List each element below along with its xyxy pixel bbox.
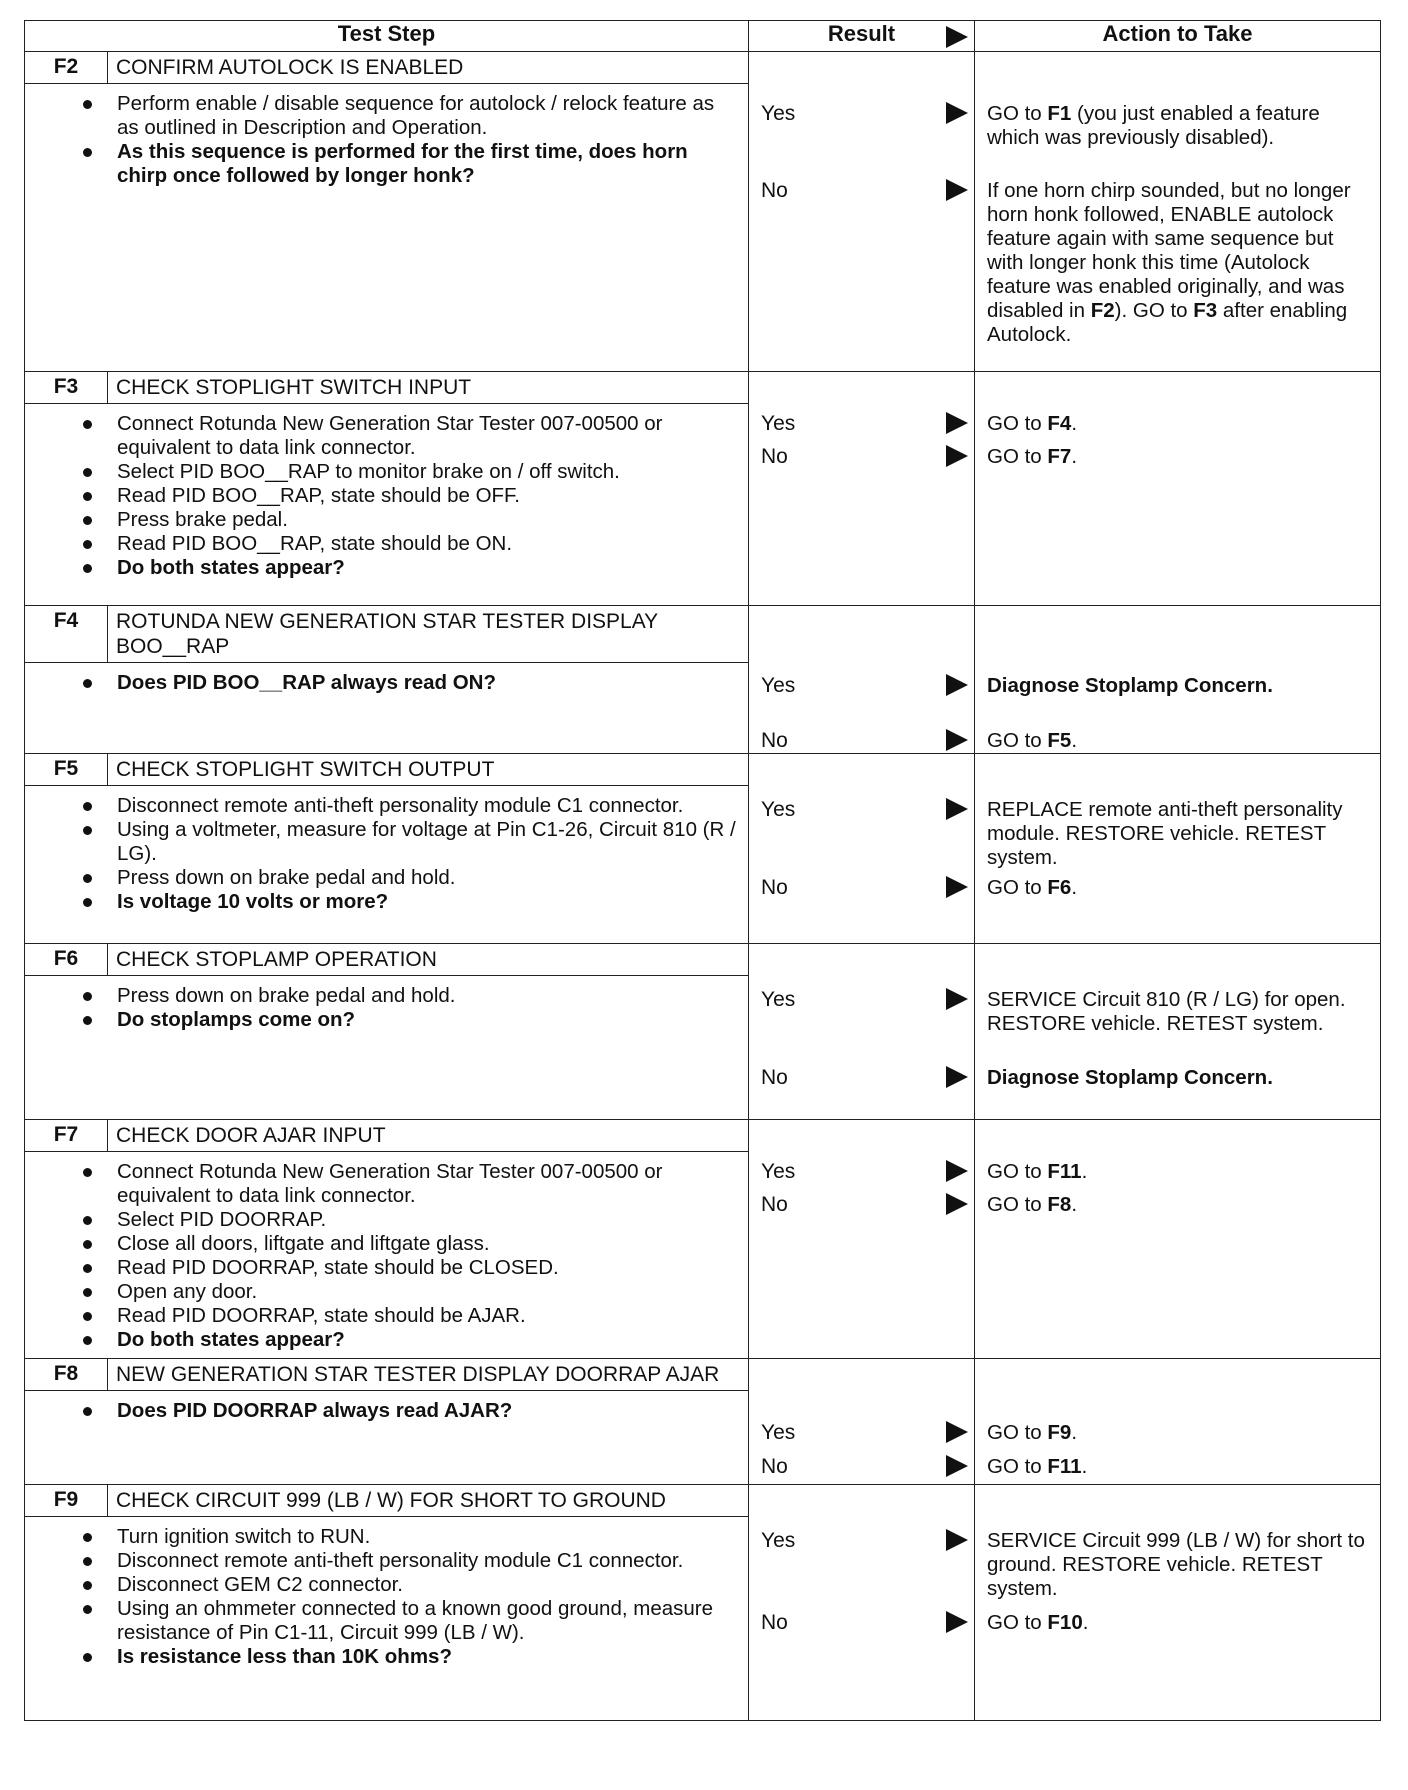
step-header [25,372,748,404]
step-bullet: Turn ignition switch to RUN. [117,1525,738,1549]
test-step-cell [25,52,749,372]
step-bullet: Read PID BOO__RAP, state should be OFF. [117,484,738,508]
arrow-right-icon [946,674,968,696]
pinpoint-test-table [24,20,1381,1721]
result-label: No [761,876,788,899]
result-label: Yes [761,1421,796,1444]
arrow-right-icon [946,1421,968,1443]
arrow-right-icon [946,102,968,124]
step-bullet: Do both states appear? [117,1328,738,1352]
step-bullet: Press down on brake pedal and hold. [117,984,738,1008]
action-text [987,412,1374,436]
step-bullet: Select PID DOORRAP. [117,1208,738,1232]
action-ref: F9 [1047,1421,1072,1444]
action-ref: F3 [1193,299,1218,322]
action-text [987,1193,1374,1217]
result-label: Yes [761,102,796,125]
step-bullet: Read PID DOORRAP, state should be AJAR. [117,1304,738,1328]
step-id: F6 [25,944,108,975]
action-part: GO to [987,729,1048,752]
step-id: F9 [25,1485,108,1516]
result-cell [749,1120,975,1359]
step-bullet: Select PID BOO__RAP to monitor brake on / off switch. [117,460,738,484]
step-bullet: Read PID BOO__RAP, state should be ON. [117,532,738,556]
action-ref: F8 [1047,1193,1072,1216]
action-part: . [1071,445,1078,468]
action-ref: F2 [1090,299,1115,322]
result-label: Yes [761,1160,796,1183]
step-bullet: Do stoplamps come on? [117,1008,738,1032]
step-title: CONFIRM AUTOLOCK IS ENABLED [116,56,464,79]
step-bullet-list [25,84,748,194]
action-part: . [1071,729,1078,752]
test-step-cell [25,1485,749,1721]
action-part: GO to [987,1160,1048,1183]
action-part: GO to [987,412,1048,435]
result-no [761,1455,968,1479]
action-ref: F6 [1047,876,1072,899]
result-yes [761,102,968,126]
result-yes [761,674,968,698]
result-no [761,876,968,900]
action-ref: F7 [1047,445,1072,468]
step-bullet-list [25,404,748,586]
action-part: . [1071,1421,1078,1444]
step-header [25,1120,748,1152]
action-part: . [1081,1455,1088,1478]
arrow-right-icon [946,412,968,434]
step-bullet: Press down on brake pedal and hold. [117,866,738,890]
step-bullet: Is voltage 10 volts or more? [117,890,738,914]
action-ref: F11 [1047,1455,1082,1478]
action-part: If one horn chirp sounded, but no longer horn honk followed, ENABLE autolock feature again with same sequence but with longer honk this time (Autolock feature was enabled originally, and was disabled in [987,179,1351,322]
step-bullet: Press brake pedal. [117,508,738,532]
step-title: NEW GENERATION STAR TESTER DISPLAY DOORRAP AJAR [116,1363,720,1386]
result-label: No [761,1066,788,1089]
action-part: . [1081,1160,1088,1183]
result-label: No [761,1193,788,1216]
step-header [25,1485,748,1517]
action-ref: F4 [1047,412,1072,435]
action-text [987,1529,1374,1601]
step-bullet-list [25,786,748,920]
action-part: SERVICE Circuit 999 (LB / W) for short to ground. RESTORE vehicle. RETEST system. [987,1529,1365,1600]
step-bullet-list [25,1391,748,1429]
result-label: Yes [761,674,796,697]
step-title: CHECK STOPLAMP OPERATION [116,948,437,971]
result-yes [761,1529,968,1553]
step-id: F2 [25,52,108,83]
step-bullet: Does PID DOORRAP always read AJAR? [117,1399,738,1423]
result-label: Yes [761,988,796,1011]
step-bullet: Using an ohmmeter connected to a known good ground, measure resistance of Pin C1-11, Circuit 999 (LB / W). [117,1597,738,1645]
action-part: ). GO to [1114,299,1194,322]
action-ref: F11 [1047,1160,1082,1183]
arrow-right-icon [946,988,968,1010]
result-label: No [761,1455,788,1478]
step-id: F3 [25,372,108,403]
action-part: after enabling Autolock. [987,299,1348,346]
action-part: . [1071,412,1078,435]
arrow-right-icon [946,729,968,751]
test-step-row [25,1120,1381,1359]
action-part: . [1082,1611,1089,1634]
result-cell [749,1359,975,1485]
action-cell [975,1359,1381,1485]
result-no [761,1193,968,1217]
step-bullet: Disconnect GEM C2 connector. [117,1573,738,1597]
action-text [987,729,1374,753]
step-bullet: Does PID BOO__RAP always read ON? [117,671,738,695]
step-title: CHECK STOPLIGHT SWITCH OUTPUT [116,758,495,781]
test-step-row [25,754,1381,944]
action-text [987,1611,1374,1635]
result-cell [749,944,975,1120]
result-cell [749,754,975,944]
action-text [987,1421,1374,1445]
action-cell [975,1485,1381,1721]
test-step-cell [25,1120,749,1359]
header-result-label: Result [827,21,896,46]
result-no [761,1611,968,1635]
result-yes [761,1160,968,1184]
test-step-row [25,944,1381,1120]
header-test-step: Test Step [25,21,749,52]
step-header [25,52,748,84]
action-ref: Diagnose Stoplamp Concern. [987,1066,1273,1089]
result-label: Yes [761,412,796,435]
step-header [25,754,748,786]
action-ref: F1 [1047,102,1072,125]
result-no [761,179,968,203]
header-action: Action to Take [975,21,1381,52]
step-bullet: Do both states appear? [117,556,738,580]
action-part: GO to [987,1455,1048,1478]
action-part: GO to [987,102,1048,125]
test-step-cell [25,944,749,1120]
arrow-right-icon [946,1160,968,1182]
action-part: GO to [987,1421,1048,1444]
action-text [987,1160,1374,1184]
result-no [761,1066,968,1090]
step-bullet: Open any door. [117,1280,738,1304]
test-step-cell [25,606,749,754]
action-ref: Diagnose Stoplamp Concern. [987,674,1273,697]
step-bullet: Connect Rotunda New Generation Star Tester 007-00500 or equivalent to data link connector. [117,1160,738,1208]
result-label: No [761,1611,788,1634]
action-part: . [1071,876,1078,899]
action-text [987,1066,1374,1090]
step-title: CHECK CIRCUIT 999 (LB / W) FOR SHORT TO GROUND [116,1489,666,1512]
action-cell [975,754,1381,944]
arrow-right-icon [946,1611,968,1633]
result-label: Yes [761,1529,796,1552]
test-step-row [25,372,1381,606]
arrow-right-icon [946,1193,968,1215]
result-yes [761,988,968,1012]
action-text [987,179,1374,347]
test-step-cell [25,1359,749,1485]
result-yes [761,412,968,436]
action-text [987,1455,1374,1479]
action-part: (you just enabled a feature which was previously disabled). [987,102,1320,149]
step-header [25,606,748,663]
step-bullet: Close all doors, liftgate and liftgate glass. [117,1232,738,1256]
step-title: CHECK DOOR AJAR INPUT [116,1124,386,1147]
step-bullet: Perform enable / disable sequence for autolock / relock feature as as outlined in Description and Operation. [117,92,738,140]
result-cell [749,372,975,606]
test-step-cell [25,754,749,944]
action-text [987,988,1374,1036]
action-ref: F10 [1047,1611,1083,1634]
action-part: GO to [987,1611,1048,1634]
header-result [749,21,975,52]
action-part: REPLACE remote anti-theft personality module. RESTORE vehicle. RETEST system. [987,798,1343,869]
step-bullet-list [25,976,748,1038]
step-bullet: Disconnect remote anti-theft personality module C1 connector. [117,1549,738,1573]
step-bullet: Disconnect remote anti-theft personality module C1 connector. [117,794,738,818]
action-text [987,674,1374,698]
action-cell [975,1120,1381,1359]
step-id: F4 [25,606,108,662]
result-label: Yes [761,798,796,821]
action-cell [975,606,1381,754]
result-no [761,445,968,469]
action-part: GO to [987,445,1048,468]
test-step-row [25,1485,1381,1721]
step-bullet: As this sequence is performed for the first time, does horn chirp once followed by longer honk? [117,140,738,188]
result-label: No [761,729,788,752]
step-bullet-list [25,1152,748,1358]
result-cell [749,52,975,372]
arrow-right-icon [946,1455,968,1477]
action-part: SERVICE Circuit 810 (R / LG) for open. RESTORE vehicle. RETEST system. [987,988,1346,1035]
test-step-row [25,1359,1381,1485]
step-bullet: Using a voltmeter, measure for voltage at Pin C1-26, Circuit 810 (R / LG). [117,818,738,866]
action-part: GO to [987,876,1048,899]
step-bullet: Connect Rotunda New Generation Star Tester 007-00500 or equivalent to data link connector. [117,412,738,460]
test-step-cell [25,372,749,606]
action-cell [975,944,1381,1120]
header-row [25,21,1381,52]
step-header [25,1359,748,1391]
result-yes [761,1421,968,1445]
action-cell [975,372,1381,606]
diagnostic-page [24,20,1380,1721]
action-cell [975,52,1381,372]
action-ref: F5 [1047,729,1072,752]
arrow-right-icon [946,1529,968,1551]
step-title: CHECK STOPLIGHT SWITCH INPUT [116,376,472,399]
step-id: F7 [25,1120,108,1151]
test-step-row [25,606,1381,754]
step-id: F8 [25,1359,108,1390]
step-bullet-list [25,1517,748,1675]
step-title: ROTUNDA NEW GENERATION STAR TESTER DISPLAY BOO__RAP [116,610,658,658]
arrow-right-icon [946,876,968,898]
arrow-right-icon [946,26,968,48]
action-text [987,445,1374,469]
step-id: F5 [25,754,108,785]
action-text [987,798,1374,870]
action-text [987,102,1374,150]
result-label: No [761,179,788,202]
action-part: . [1071,1193,1078,1216]
step-bullet-list [25,663,748,701]
step-bullet: Read PID DOORRAP, state should be CLOSED. [117,1256,738,1280]
result-cell [749,1485,975,1721]
result-yes [761,798,968,822]
result-no [761,729,968,753]
test-step-row [25,52,1381,372]
result-cell [749,606,975,754]
step-bullet: Is resistance less than 10K ohms? [117,1645,738,1669]
action-text [987,876,1374,900]
arrow-right-icon [946,179,968,201]
result-label: No [761,445,788,468]
action-part: GO to [987,1193,1048,1216]
arrow-right-icon [946,798,968,820]
arrow-right-icon [946,445,968,467]
arrow-right-icon [946,1066,968,1088]
step-header [25,944,748,976]
